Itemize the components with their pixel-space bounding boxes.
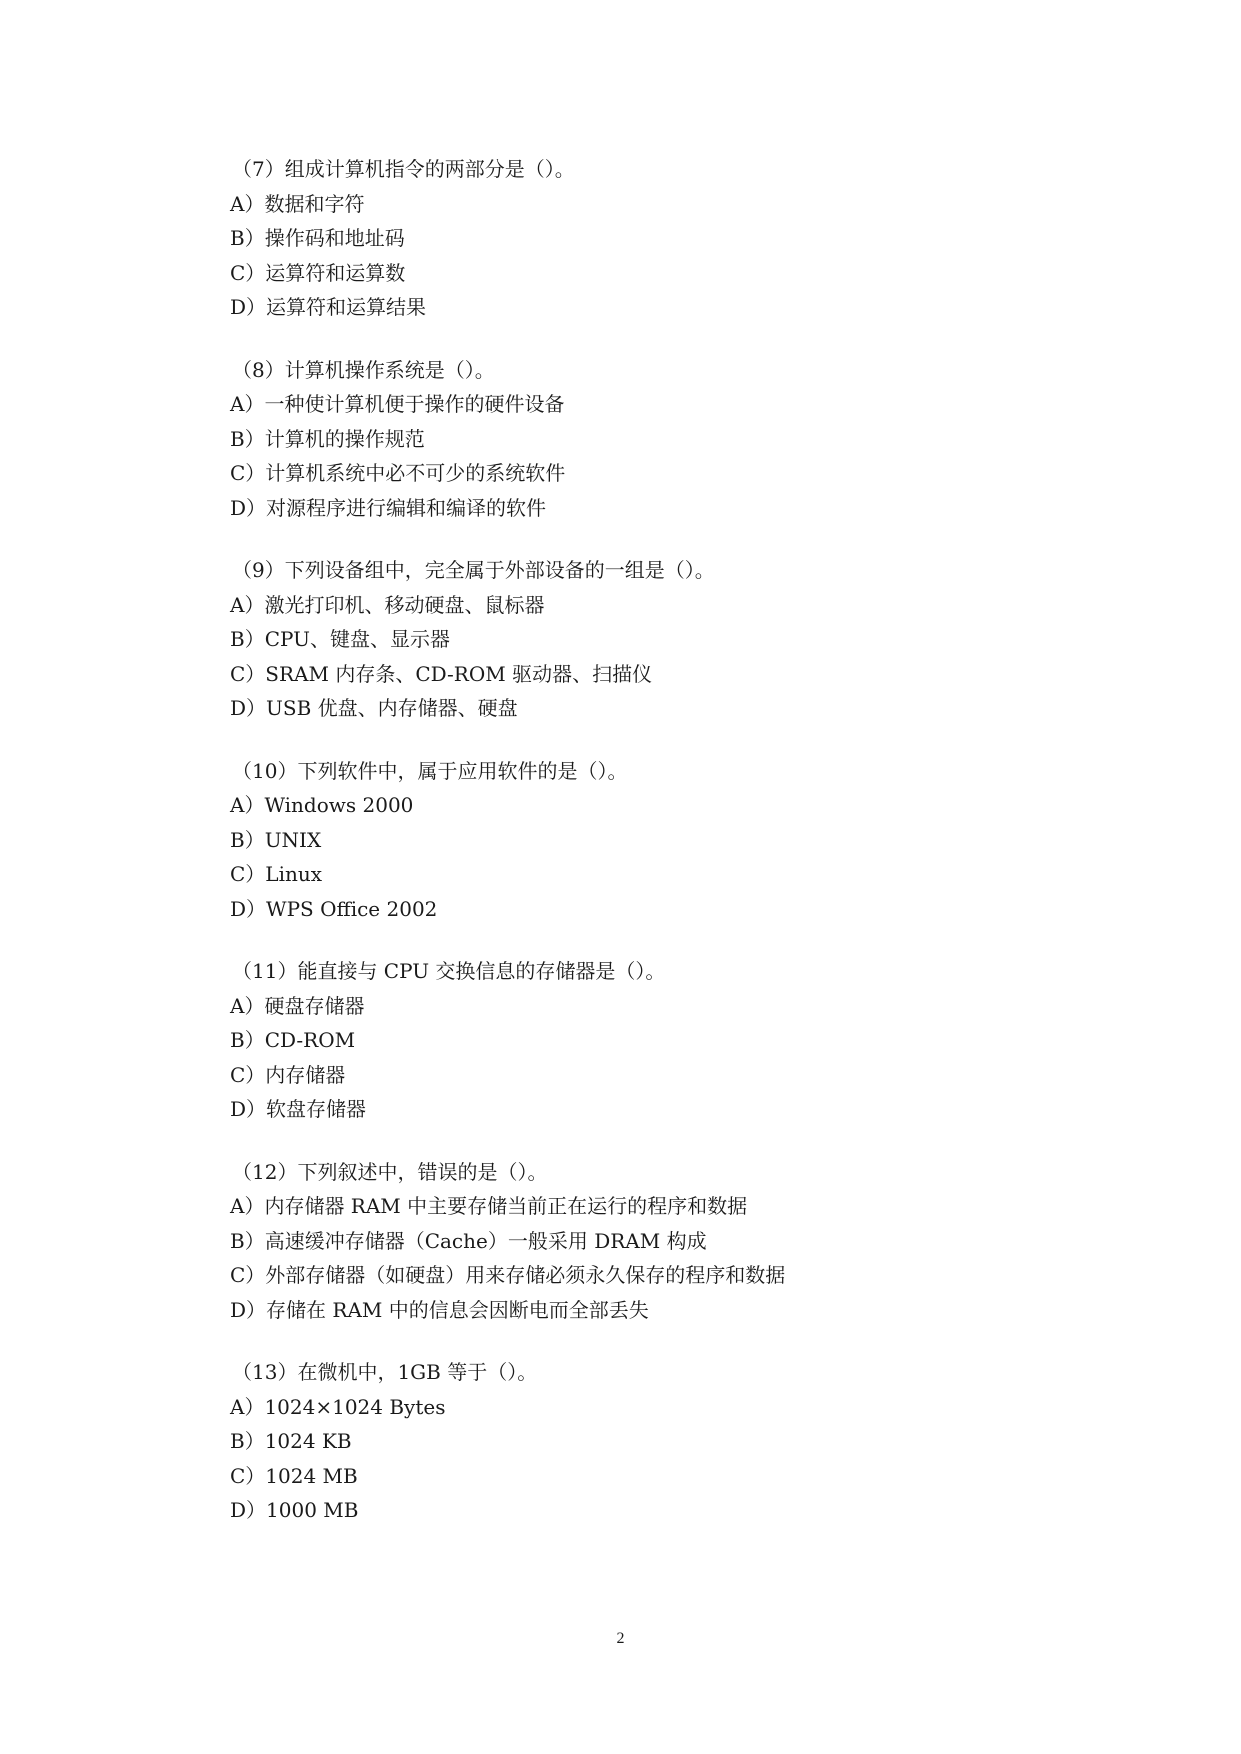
option-c: C）SRAM 内存条、CD-ROM 驱动器、扫描仪	[230, 661, 653, 686]
option-b: B）计算机的操作规范	[230, 426, 425, 451]
option-a: A）一种使计算机便于操作的硬件设备	[230, 392, 565, 416]
question-title: （10）下列软件中，属于应用软件的是（）。	[232, 758, 628, 783]
question-title: （7）组成计算机指令的两部分是（）。	[232, 157, 575, 181]
option-d: D）1000 MB	[230, 1498, 359, 1522]
option-d: D）对源程序进行编辑和编译的软件	[230, 495, 547, 520]
option-c: C）1024 MB	[230, 1463, 358, 1488]
question-title: （13）在微机中，1GB 等于（）。	[232, 1360, 538, 1384]
option-d: D）存储在 RAM 中的信息会因断电而全部丢失	[230, 1297, 649, 1322]
page-number: 2	[616, 1630, 625, 1647]
question-title: （8）计算机操作系统是（）。	[232, 357, 495, 382]
option-c: C）计算机系统中必不可少的系统软件	[230, 461, 566, 485]
option-c: C）内存储器	[230, 1062, 346, 1087]
option-a: A）Windows 2000	[230, 793, 414, 817]
question-7	[230, 152, 1030, 325]
option-d: D）WPS Office 2002	[230, 896, 438, 921]
option-c: C）Linux	[230, 862, 323, 886]
option-d: D）软盘存储器	[230, 1097, 367, 1121]
question-13	[230, 1355, 1030, 1528]
question-title: （11）能直接与 CPU 交换信息的存储器是（）。	[232, 959, 666, 983]
option-a: A）内存储器 RAM 中主要存储当前正在运行的程序和数据	[230, 1194, 748, 1218]
option-a: A）1024×1024 Bytes	[230, 1394, 446, 1419]
option-b: B）1024 KB	[230, 1429, 352, 1453]
question-10	[230, 754, 1030, 927]
option-b: B）CD-ROM	[230, 1028, 356, 1052]
option-a: A）硬盘存储器	[230, 993, 365, 1018]
option-c: C）运算符和运算数	[230, 260, 406, 285]
option-d: D）USB 优盘、内存储器、硬盘	[230, 696, 518, 720]
question-title: （12）下列叙述中，错误的是（）。	[232, 1159, 548, 1184]
question-list	[230, 152, 1030, 1556]
question-8	[230, 353, 1030, 526]
option-b: B）CPU、键盘、显示器	[230, 627, 450, 651]
option-d: D）运算符和运算结果	[230, 295, 427, 319]
option-b: B）高速缓冲存储器（Cache）一般采用 DRAM 构成	[230, 1228, 707, 1253]
question-9	[230, 553, 1030, 726]
option-b: B）UNIX	[230, 827, 322, 852]
option-a: A）数据和字符	[230, 191, 365, 216]
option-c: C）外部存储器（如硬盘）用来存储必须永久保存的程序和数据	[230, 1263, 786, 1287]
question-title: （9）下列设备组中，完全属于外部设备的一组是（）。	[232, 558, 715, 582]
option-b: B）操作码和地址码	[230, 226, 405, 250]
option-a: A）激光打印机、移动硬盘、鼠标器	[230, 592, 545, 617]
question-11	[230, 954, 1030, 1127]
question-12	[230, 1155, 1030, 1328]
